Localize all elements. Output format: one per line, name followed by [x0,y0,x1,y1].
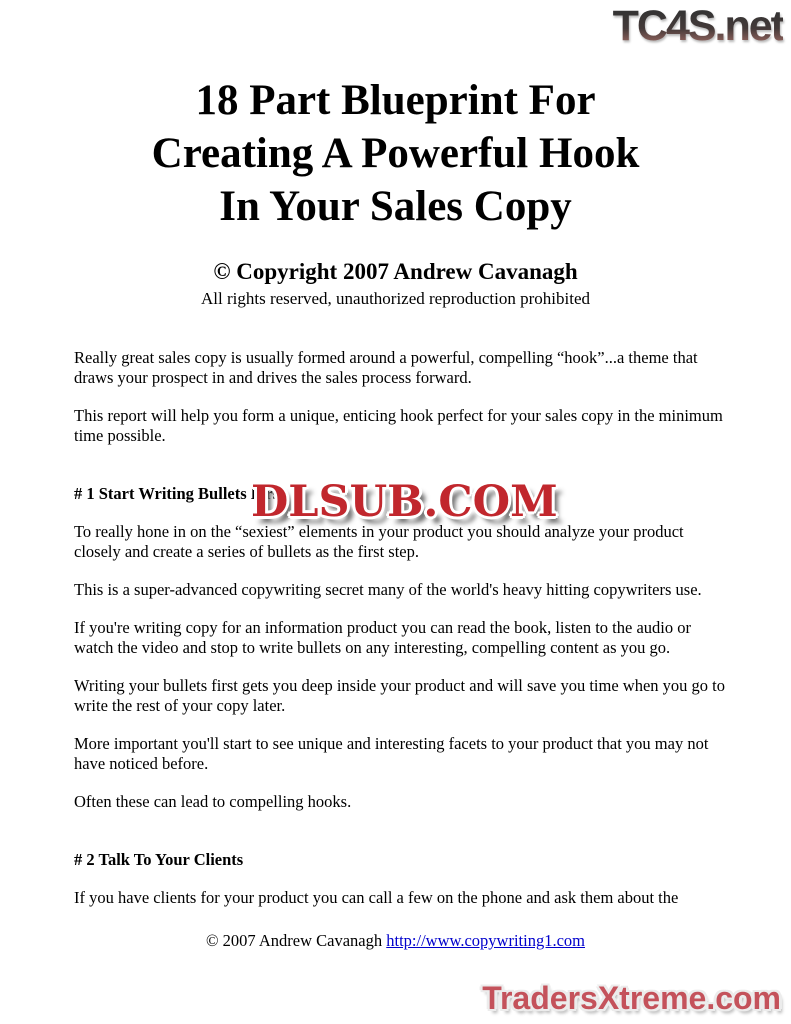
page-footer [0,931,791,951]
body-paragraph: Writing your bullets first gets you deep inside your product and will save you time when you go to write the rest of your copy later. [74,676,725,715]
rights-reserved-line: All rights reserved, unauthorized reproduction prohibited [201,289,590,308]
body-paragraph: Often these can lead to compelling hooks. [74,792,352,811]
body-paragraph: If you have clients for your product you can call a few on the phone and ask them about the [74,888,679,907]
body-paragraph: This is a super-advanced copywriting secret many of the world's heavy hitting copywriters use. [74,580,702,599]
body-paragraph: Really great sales copy is usually formed around a powerful, compelling “hook”...a theme that draws your prospect in and drives the sales process forward. [74,348,698,387]
title-line-1: 18 Part Blueprint For [195,77,596,124]
footer-copyright: © 2007 Andrew Cavanagh [205,931,383,950]
body-paragraph: If you're writing copy for an information product you can read the book, listen to the audio or watch the video and stop to write bullets on any interesting, compelling content as you go. [74,618,691,657]
body-text [74,348,729,926]
body-paragraph: More important you'll start to see unique and interesting facets to your product that you may not have noticed before. [74,734,709,773]
title-line-3: In Your Sales Copy [219,183,572,230]
copyright-line: © Copyright 2007 Andrew Cavanagh [213,259,578,284]
page-title [0,74,791,233]
dlsub-watermark: DLSUB.COM [251,477,558,527]
section-heading-1: # 1 Start Writing Bullets First [74,484,285,503]
title-line-2: Creating A Powerful Hook [151,130,640,177]
tc4s-logo: TC4S.net [612,2,783,50]
body-paragraph: To really hone in on the “sexiest” elements in your product you should analyze your product closely and create a series of bullets as the first step. [74,522,684,561]
body-paragraph: This report will help you form a unique, enticing hook perfect for your sales copy in the minimum time possible. [74,406,723,445]
section-heading-2: # 2 Talk To Your Clients [74,850,244,869]
footer-link[interactable]: http://www.copywriting1.com [386,931,585,950]
tradersxtreme-logo: TradersXtreme.com [482,980,781,1016]
